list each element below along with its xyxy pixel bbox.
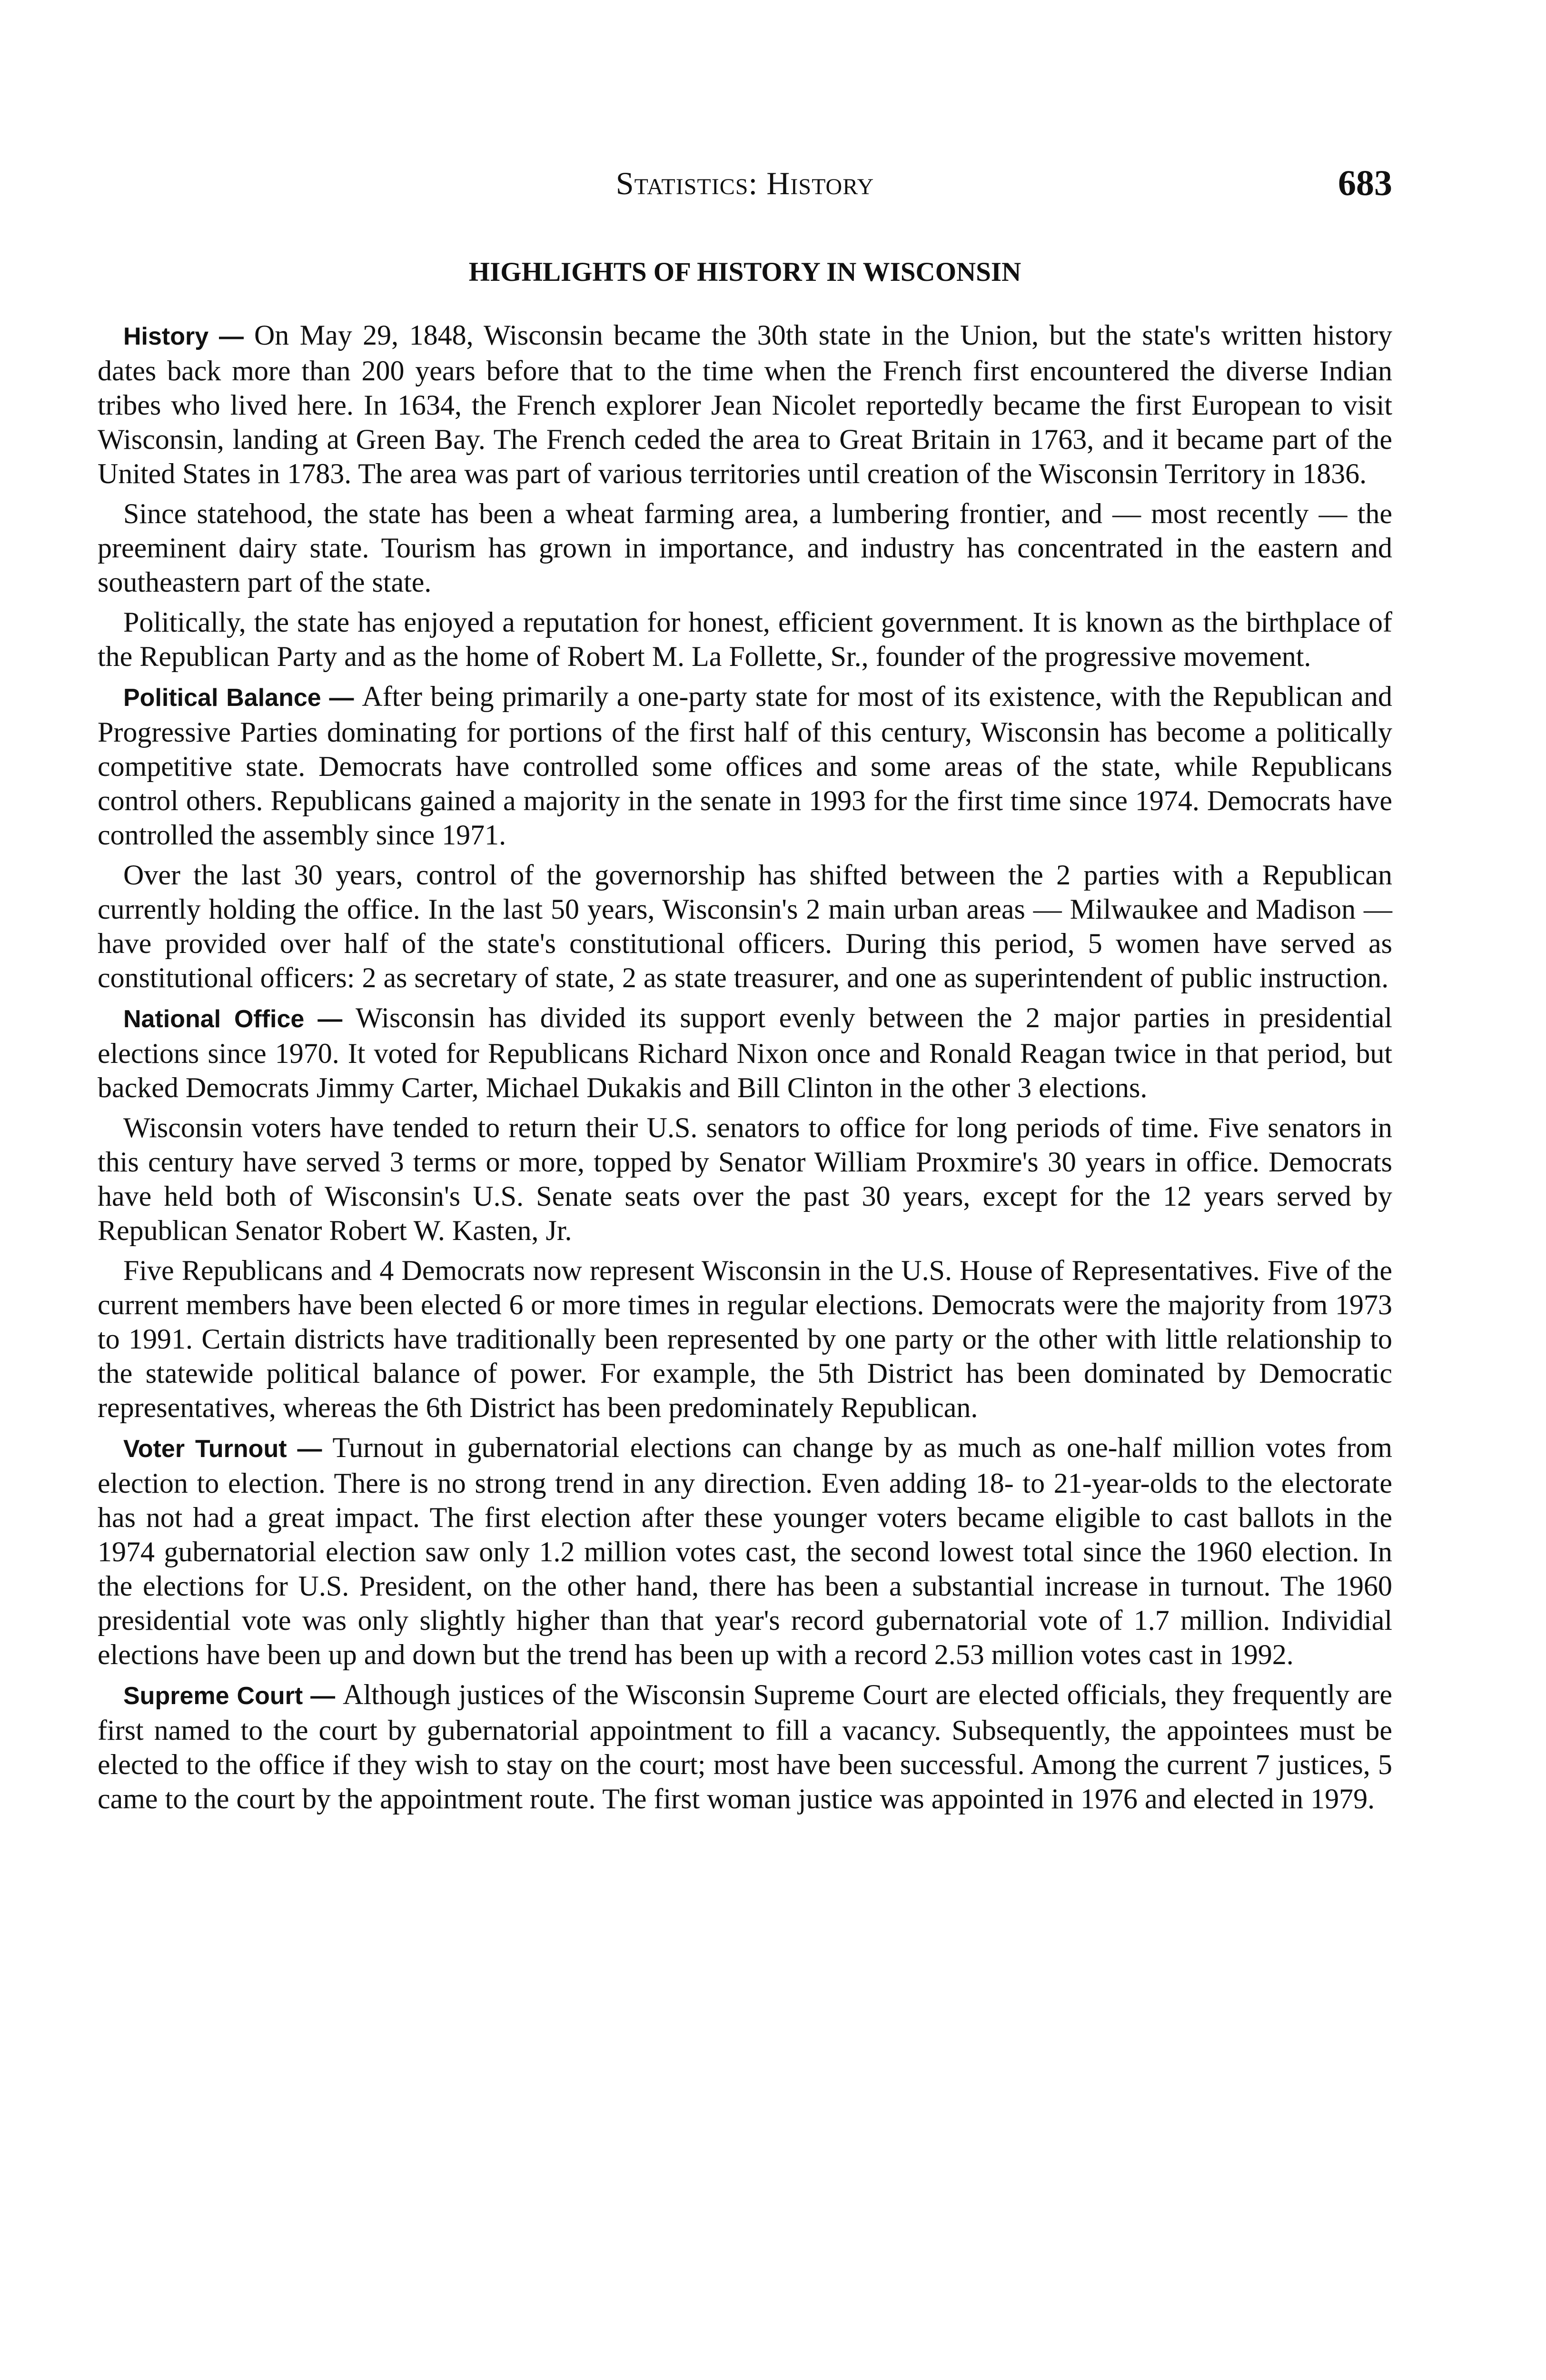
body-text	[98, 318, 1392, 1822]
paragraph-text: After being primarily a one-party state for most of its existence, with the Republican and Progressive Parties dominating for portions of the first half of this century, Wisconsin has become a politically competitive state. Democrats have controlled some offices and some areas of the state, while Republicans control others. Republicans gained a majority in the senate in 1993 for the first time since 1974. Democrats have controlled the assembly since 1971.	[98, 681, 1392, 851]
paragraph-text: On May 29, 1848, Wisconsin became the 30th state in the Union, but the state's written history dates back more than 200 years before that to the time when the French first encountered the diverse Indian tribes who lived here. In 1634, the French explorer Jean Nicolet reportedly became the first European to visit Wisconsin, landing at Green Bay. The French ceded the area to Great Britain in 1763, and it became part of the United States in 1783. The area was part of various territories until creation of the Wisconsin Territory in 1836.	[98, 319, 1392, 489]
paragraph-text: Five Republicans and 4 Democrats now represent Wisconsin in the U.S. House of Representatives. Five of the current members have been elected 6 or more times in regular elections. Democrats were the majority from 1973 to 1991. Certain districts have traditionally been represented by one party or the other with little relationship to the statewide political balance of power. For example, the 5th District has been dominated by Democratic representatives, whereas the 6th District has been predominately Republican.	[98, 1255, 1392, 1423]
paragraph-text: Turnout in gubernatorial elections can change by as much as one-half million votes from election to election. There is no strong trend in any direction. Even adding 18- to 21-year-olds to the electorate has not had a great impact. The first election after these younger voters became eligible to cast ballots in the 1974 gubernatorial election saw only 1.2 million votes cast, the second lowest total since the 1960 election. In the elections for U.S. President, on the other hand, there has been a substantial increase in turnout. The 1960 presidential vote was only slightly higher than that year's record gubernatorial vote of 1.7 million. Individial elections have been up and down but the trend has been up with a record 2.53 million votes cast in 1992.	[98, 1432, 1392, 1670]
run-in-heading: History —	[123, 323, 254, 350]
paragraph-governorship	[98, 858, 1392, 995]
paragraph-text: Politically, the state has enjoyed a reputation for honest, efficient government. It is known as the birthplace of the Republican Party and as the home of Robert M. La Follette, Sr., founder of the progressive movement.	[98, 606, 1392, 672]
run-in-heading: Voter Turnout —	[123, 1435, 333, 1463]
paragraph-text: Wisconsin voters have tended to return their U.S. senators to office for long periods of time. Five senators in this century have served 3 terms or more, topped by Senator William Proxmire's 30 years in office. Democrats have held both of Wisconsin's U.S. Senate seats over the past 30 years, except for the 12 years served by Republican Senator Robert W. Kasten, Jr.	[98, 1112, 1392, 1246]
paragraph-text: Wisconsin has divided its support evenly between the 2 major parties in presidential elections since 1970. It voted for Republicans Richard Nixon once and Ronald Reagan twice in that period, but backed Democrats Jimmy Carter, Michael Dukakis and Bill Clinton in the other 3 elections.	[98, 1002, 1392, 1103]
paragraph-senators	[98, 1111, 1392, 1248]
paragraph-text: Over the last 30 years, control of the governorship has shifted between the 2 parties with a Republican currently holding the office. In the last 50 years, Wisconsin's 2 main urban areas — Milwaukee and Madison — have provided over half of the state's constitutional officers. During this period, 5 women have served as constitutional officers: 2 as secretary of state, 2 as state treasurer, and one as superintendent of public instruction.	[98, 859, 1392, 993]
paragraph-political-balance	[98, 679, 1392, 852]
run-in-heading: Political Balance —	[123, 684, 362, 712]
page-number: 683	[1338, 163, 1392, 203]
paragraph-house	[98, 1253, 1392, 1425]
paragraph-text: Although justices of the Wisconsin Supreme Court are elected officials, they frequently are first named to the court by gubernatorial appointment to fill a vacancy. Subsequently, the appointees must be elected to the office if they wish to stay on the court; most have been successful. Among the current 7 justices, 5 came to the court by the appointment route. The first woman justice was appointed in 1976 and elected in 1979.	[98, 1679, 1392, 1815]
paragraph-national-office	[98, 1001, 1392, 1105]
paragraph-politics	[98, 605, 1392, 674]
paragraph-text: Since statehood, the state has been a wheat farming area, a lumbering frontier, and — most recently — the preeminent dairy state. Tourism has grown in importance, and industry has concentrated in the eastern and southeastern part of the state.	[98, 498, 1392, 598]
run-in-heading: Supreme Court —	[123, 1682, 343, 1710]
paragraph-voter-turnout	[98, 1430, 1392, 1672]
running-header	[98, 162, 1392, 205]
paragraph-supreme-court	[98, 1677, 1392, 1816]
paragraph-history	[98, 318, 1392, 491]
section-heading: HIGHLIGHTS OF HISTORY IN WISCONSIN	[468, 257, 1021, 287]
run-in-heading: National Office —	[123, 1005, 356, 1033]
paragraph-statehood	[98, 496, 1392, 599]
running-title: Statistics: History	[615, 165, 874, 201]
